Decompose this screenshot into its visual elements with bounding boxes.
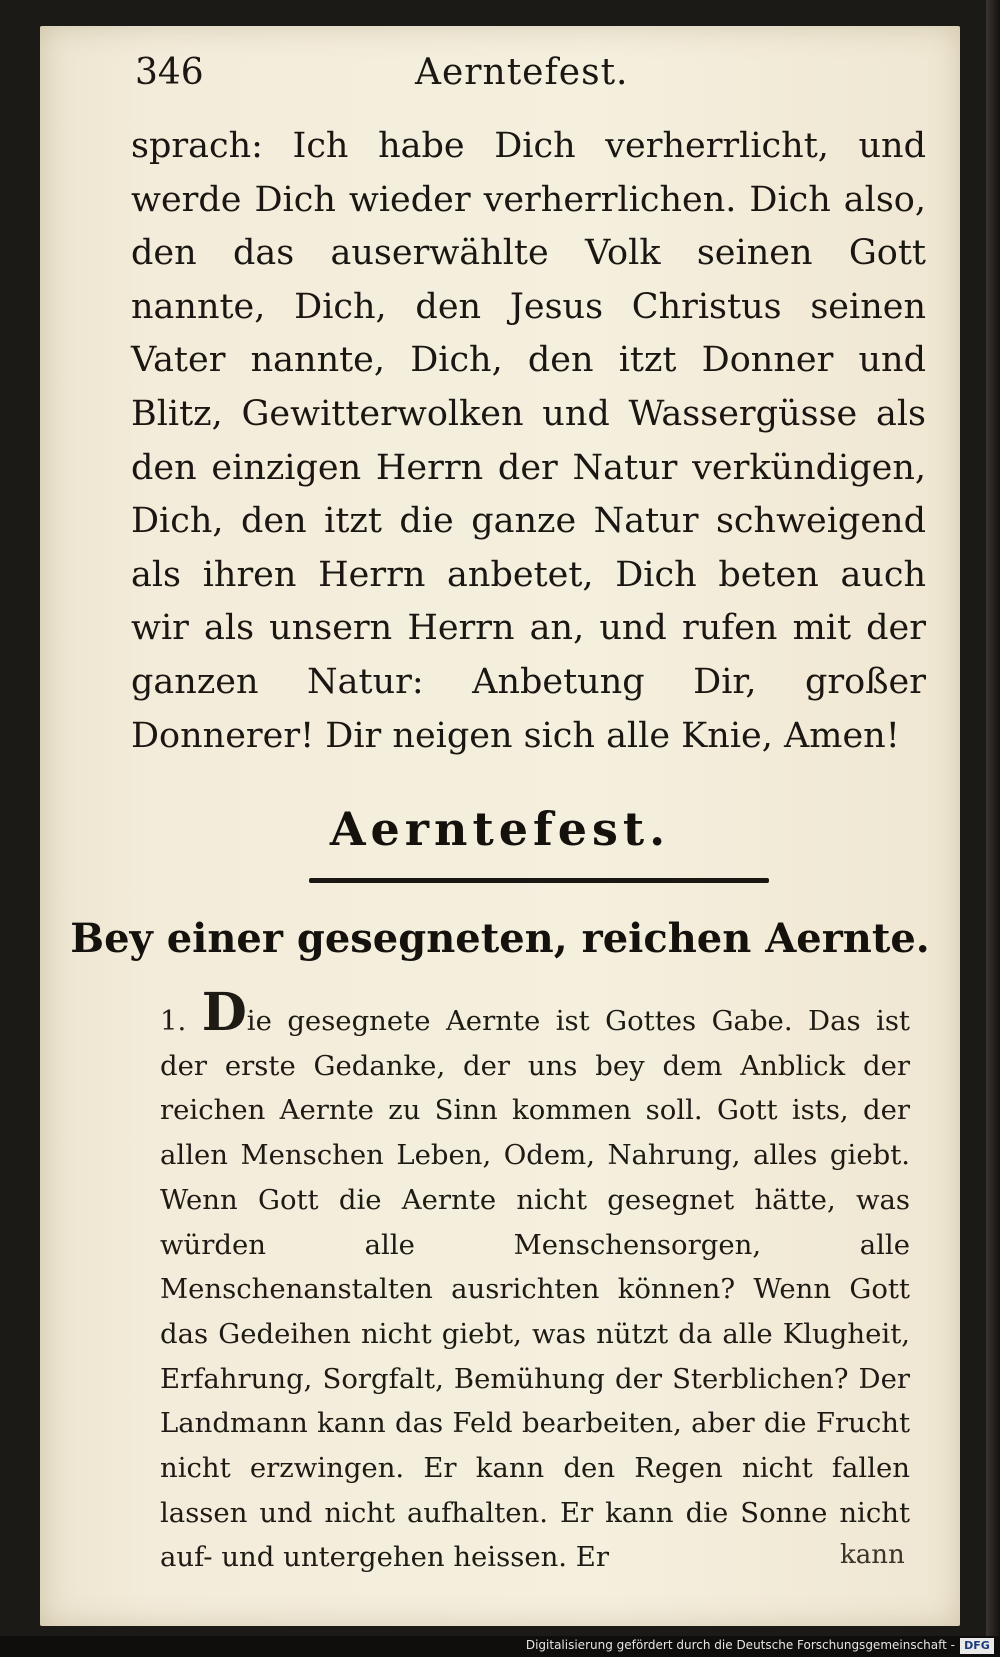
section-divider (309, 878, 769, 883)
section-title: Aerntefest. (329, 802, 671, 856)
page-number: 346 (135, 52, 204, 93)
subheading: Bey einer gesegneten, reichen Aernte. (70, 915, 930, 962)
catchword: kann (840, 1540, 905, 1570)
paragraph-number: 1. (160, 1005, 187, 1037)
running-head: Aerntefest. (415, 52, 629, 93)
footer-credit: Digitalisierung gefördert durch die Deutsche Forschungsgemeinschaft - (525, 1638, 955, 1652)
page-header (135, 52, 925, 108)
drop-cap: D (201, 982, 247, 1043)
prayer-text: sprach: Ich habe Dich verherrlicht, und werde Dich wieder verherrlichen. Dich also, den das auserwählte Volk seinen Gott nannte, Dich, den Jesus Christus seinen Vater nannte, Dich, den itzt Donner und Blitz, Gewitterwolken und Wassergüsse als den einzigen Herrn der Natur verkündigen, Dich, den itzt die ganze Natur schweigend als ihren Herrn anbetet, Dich beten auch wir als unsern Herrn an, und rufen mit der ganzen Natur: Anbetung Dir, großer Donnerer! Dir neigen sich alle Knie, Amen! (131, 126, 926, 756)
digitization-footer (0, 1636, 1000, 1657)
dfg-logo-icon: DFG (960, 1638, 994, 1654)
paragraph-1 (160, 982, 910, 1580)
paragraph-text: ie gesegnete Aernte ist Gottes Gabe. Das ist der erste Gedanke, der uns bey dem Anblick der reichen Aernte zu Sinn kommen soll. Gott ists, der allen Menschen Leben, Odem, Nahrung, alles giebt. Wenn Gott die Aernte nicht gesegnet hätte, was würden alle Menschensorgen, alle Menschenanstalten ausrichten können? Wenn Gott das Gedeihen nicht giebt, was nützt da alle Klugheit, Erfahrung, Sorgfalt, Bemühung der Sterblichen? Der Landmann kann das Feld bearbeiten, aber die Frucht nicht erzwingen. Er kann den Regen nicht fallen lassen und nicht aufhalten. Er kann die Sonne nicht auf- und untergehen heissen. Er (160, 1005, 910, 1574)
